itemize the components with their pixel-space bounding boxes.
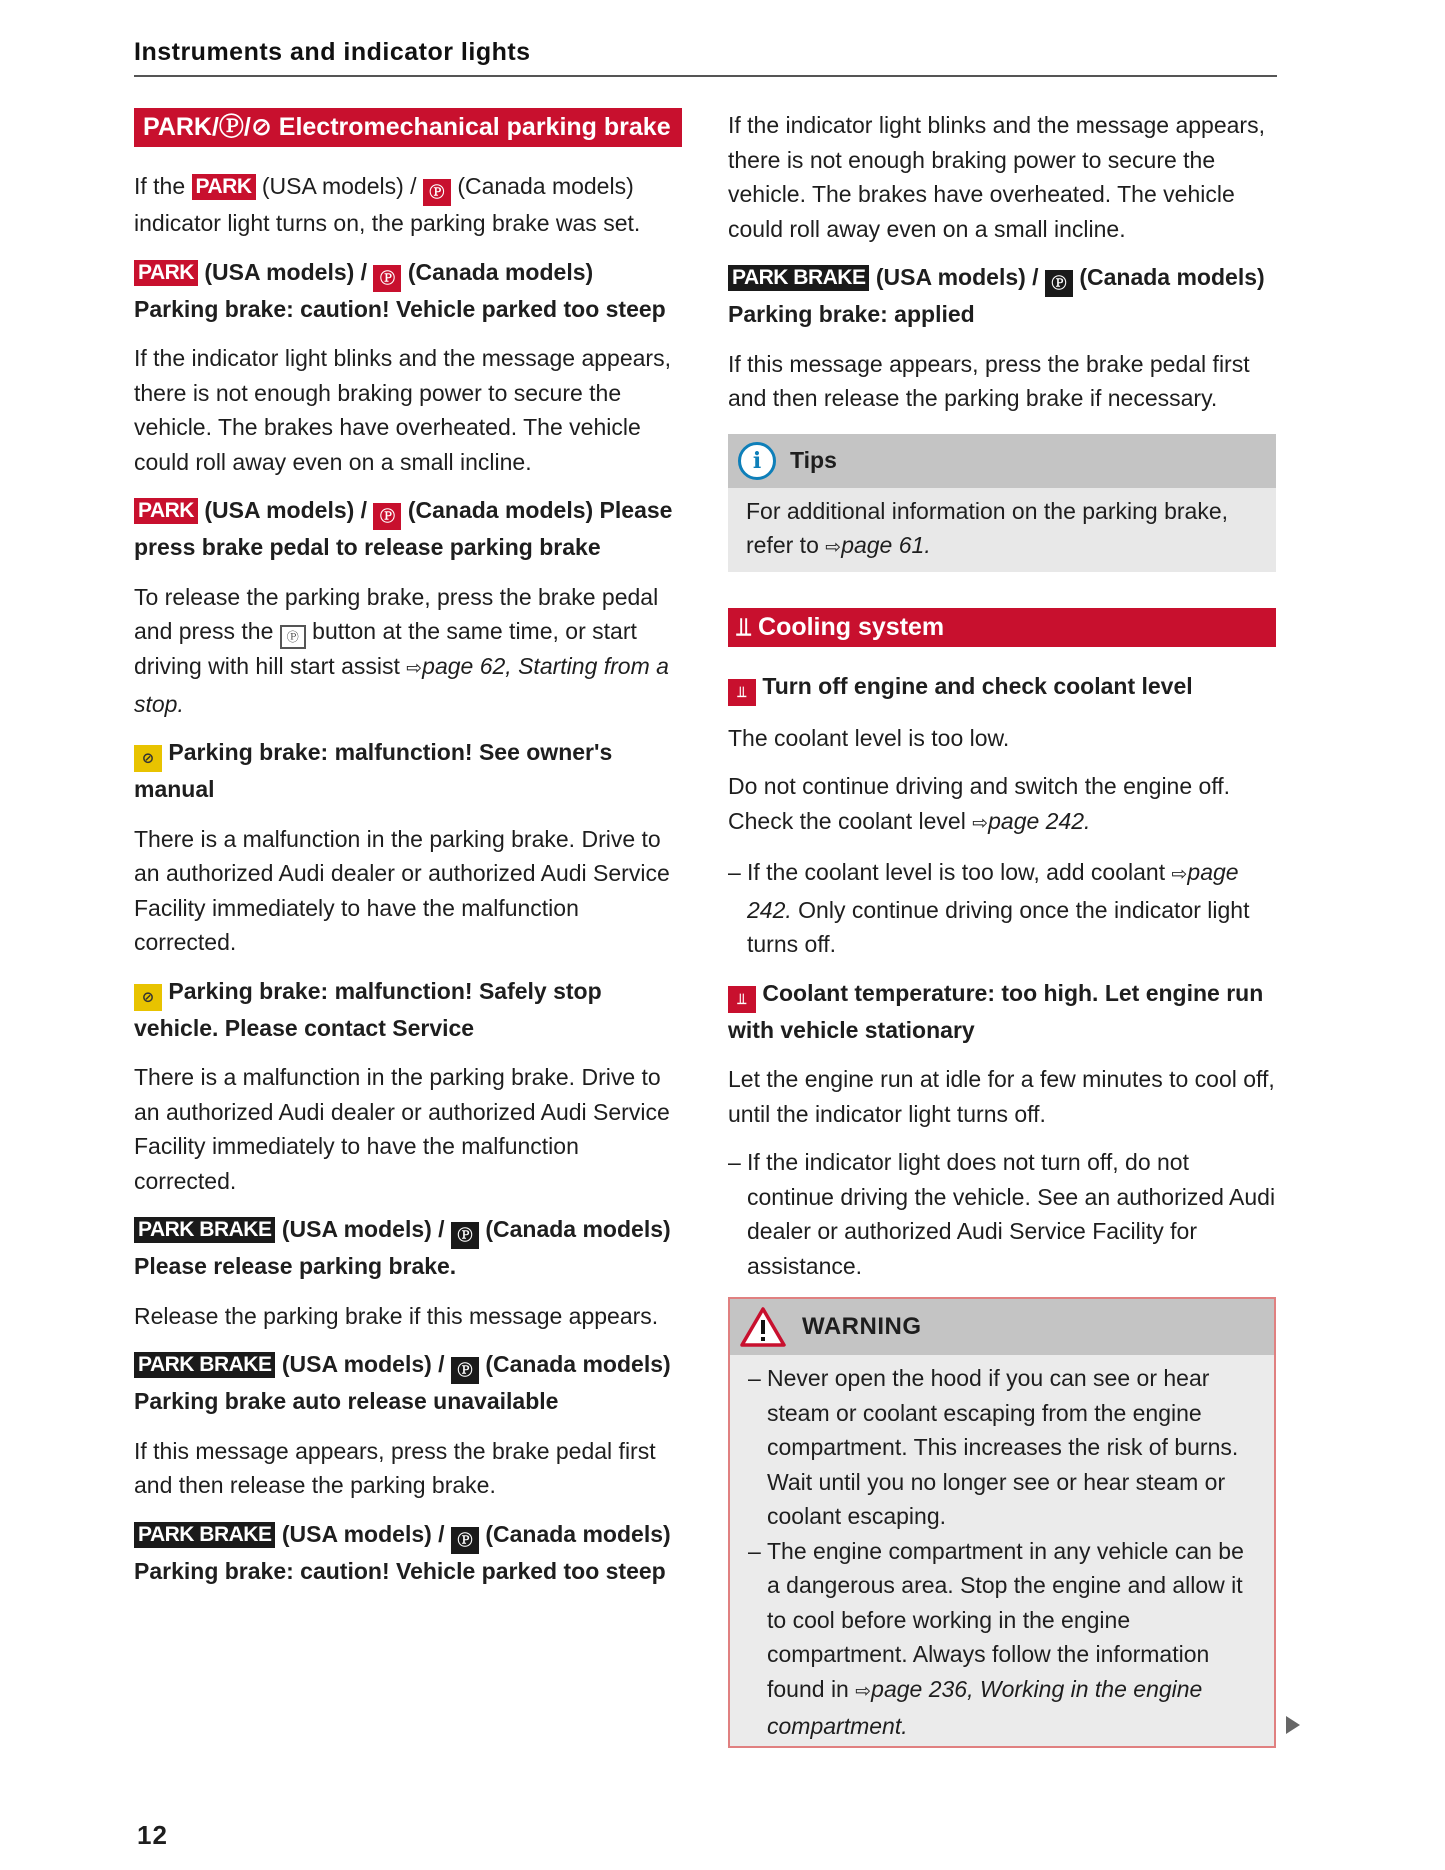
park-brake-badge: PARK BRAKE bbox=[134, 1352, 275, 1378]
paragraph-press-pedal-if-necessary: If this message appears, press the brake pedal first and then release the parking brake if necessary. bbox=[728, 350, 1250, 411]
arrow-right-icon: ⇨ bbox=[825, 537, 842, 558]
circle-p-icon: Ⓟ bbox=[423, 179, 451, 206]
arrow-right-icon: ⇨ bbox=[1171, 864, 1188, 885]
park-badge: PARK bbox=[192, 174, 256, 200]
circle-p-icon: Ⓟ bbox=[1045, 270, 1073, 297]
warning-item-engine-compartment bbox=[748, 1534, 1256, 1744]
heading-text: Parking brake: malfunction! Safely stop vehicle. Please contact Service bbox=[134, 977, 602, 1041]
paragraph-malfunction-1: There is a malfunction in the parking brake. Drive to an authorized Audi dealer or authorized Audi Service Facility immediately to have the malfunction corrected. bbox=[134, 825, 670, 955]
page-number: 12 bbox=[137, 1820, 168, 1850]
heading-check-coolant-level bbox=[728, 669, 1276, 706]
heading-vehicle-too-steep bbox=[134, 255, 682, 327]
warning-item-hood: – Never open the hood if you can see or hear steam or coolant escaping from the engine compartment. This increases the risk of burns. Wait until you no longer see or hear steam or coolant escaping. bbox=[748, 1361, 1256, 1534]
info-icon: i bbox=[738, 442, 776, 480]
arrow-right-icon: ⇨ bbox=[855, 1680, 872, 1702]
release-text-1: To release the parking brake, press the brake pedal and press the bbox=[134, 583, 659, 644]
paragraph-switch-engine-off bbox=[728, 769, 1276, 841]
tips-box bbox=[728, 434, 1276, 572]
release-text-2: button at the same time, or start driving with hill start assist bbox=[134, 618, 637, 679]
heading-press-brake-pedal bbox=[134, 493, 682, 565]
warning-body bbox=[730, 1355, 1274, 1746]
heading-caution-too-steep bbox=[134, 1517, 682, 1589]
page-236-link[interactable]: page 236, Working in the engine compartment. bbox=[767, 1675, 1203, 1739]
add-coolant-text: If the coolant level is too low, add coolant bbox=[747, 859, 1166, 885]
right-column bbox=[728, 108, 1276, 1748]
heading-text-2: (Canada models) Parking brake: caution! Vehicle parked too steep bbox=[134, 258, 666, 322]
warning-title: WARNING bbox=[802, 1313, 922, 1340]
continued-arrow-icon bbox=[1286, 1716, 1300, 1734]
park-brake-badge: PARK BRAKE bbox=[134, 1217, 275, 1243]
circle-p-icon: Ⓟ bbox=[451, 1527, 479, 1554]
heading-please-release bbox=[134, 1212, 682, 1284]
warning-box bbox=[728, 1297, 1276, 1748]
crossed-circle-icon: ⊘ bbox=[134, 745, 162, 772]
list-item-add-coolant bbox=[728, 855, 1276, 962]
paragraph-brakes-overheated-2: If the indicator light blinks and the message appears, there is not enough braking power to secure the vehicle. The brakes have overheated. The vehicle could roll away even on a small incline. bbox=[728, 112, 1265, 242]
parking-brake-button-icon: Ⓟ bbox=[280, 625, 306, 649]
heading-text: Parking brake: malfunction! See owner's manual bbox=[134, 739, 613, 802]
circle-p-icon: Ⓟ bbox=[451, 1222, 479, 1249]
tips-title: Tips bbox=[790, 447, 837, 473]
section-title-parking-brake: PARK/Ⓟ/⊘ Electromechanical parking brake bbox=[134, 108, 682, 147]
heading-text-2: (Canada models) Parking brake auto release unavailable bbox=[134, 1351, 671, 1414]
heading-text-2: (Canada models) Parking brake: caution! Vehicle parked too steep bbox=[134, 1520, 671, 1584]
heading-text-1: (USA models) / bbox=[281, 1351, 445, 1377]
intro-text-1: If the bbox=[134, 173, 186, 199]
circle-p-icon: Ⓟ bbox=[451, 1357, 479, 1384]
heading-malfunction-see-manual bbox=[134, 735, 682, 807]
section-title-cooling-system bbox=[728, 608, 1276, 647]
paragraph-coolant-too-low: The coolant level is too low. bbox=[728, 724, 1010, 751]
heading-text-2: (Canada models) Please press brake pedal to release parking brake bbox=[134, 497, 673, 560]
list-item-light-not-off: – If the indicator light does not turn off, do not continue driving the vehicle. See an authorized Audi dealer or authorized Audi Service Facility for assistance. bbox=[728, 1145, 1276, 1283]
park-badge: PARK bbox=[134, 260, 198, 286]
park-brake-badge: PARK BRAKE bbox=[134, 1522, 275, 1548]
heading-text-1: (USA models) / bbox=[204, 258, 368, 285]
paragraph-release-parking-brake bbox=[134, 580, 682, 722]
page-242-link[interactable]: page 242. bbox=[988, 807, 1091, 834]
heading-malfunction-stop-vehicle bbox=[134, 974, 682, 1046]
park-badge: PARK bbox=[134, 498, 198, 524]
heading-text-1: (USA models) / bbox=[875, 264, 1039, 290]
coolant-thermometer-icon: ⫫ bbox=[728, 986, 756, 1013]
warning-item-text: The engine compartment in any vehicle can be a dangerous area. Stop the engine and allow it to cool before working in the engine compartment. Always follow the information found in bbox=[767, 1537, 1244, 1702]
page-242-link[interactable]: page 242. bbox=[747, 859, 1239, 923]
heading-text: Turn off engine and check coolant level bbox=[762, 672, 1193, 699]
heading-auto-release-unavailable bbox=[134, 1347, 682, 1419]
tips-header bbox=[728, 434, 1276, 488]
left-column bbox=[134, 108, 682, 1603]
paragraph-brakes-overheated: If the indicator light blinks and the message appears, there is not enough braking power to secure the vehicle. The brakes have overheated. The vehicle could roll away even on a small incline. bbox=[134, 345, 671, 475]
page-62-link[interactable]: page 62, Starting from a stop. bbox=[134, 653, 669, 717]
heading-text-1: (USA models) / bbox=[281, 1520, 445, 1547]
heading-text-2: (Canada models) Parking brake: applied bbox=[728, 264, 1265, 327]
tips-text: For additional information on the parking brake, refer to bbox=[746, 497, 1229, 558]
heading-text-2: (Canada models) Please release parking brake. bbox=[134, 1216, 671, 1279]
warning-header bbox=[730, 1299, 1274, 1355]
heading-text-1: (USA models) / bbox=[204, 497, 368, 523]
intro-text-2: (USA models) / bbox=[261, 173, 417, 199]
heading-coolant-temperature-high bbox=[728, 976, 1276, 1048]
paragraph-malfunction-2: There is a malfunction in the parking brake. Drive to an authorized Audi dealer or authorized Audi Service Facility immediately to have the malfunction corrected. bbox=[134, 1064, 670, 1194]
arrow-right-icon: ⇨ bbox=[972, 812, 989, 834]
park-brake-badge: PARK BRAKE bbox=[728, 265, 869, 291]
tips-body bbox=[728, 488, 1276, 572]
intro-paragraph bbox=[134, 169, 682, 241]
crossed-circle-icon: ⊘ bbox=[134, 984, 162, 1011]
coolant-thermometer-icon: ⫫ bbox=[737, 612, 752, 641]
paragraph-idle-engine: Let the engine run at idle for a few minutes to cool off, until the indicator light turns off. bbox=[728, 1066, 1275, 1127]
circle-p-icon: Ⓟ bbox=[373, 265, 401, 292]
page-header: Instruments and indicator lights bbox=[134, 38, 1277, 77]
coolant-thermometer-icon: ⫫ bbox=[728, 679, 756, 706]
arrow-right-icon: ⇨ bbox=[406, 658, 423, 679]
warning-triangle-icon bbox=[740, 1307, 786, 1347]
switch-off-text: Do not continue driving and switch the engine off. Check the coolant level bbox=[728, 773, 1231, 834]
paragraph-release-if-message: Release the parking brake if this message appears. bbox=[134, 1302, 659, 1329]
paragraph-press-pedal-first: If this message appears, press the brake pedal first and then release the parking brake. bbox=[134, 1437, 656, 1498]
intro-text-3: (Canada models) indicator light turns on, the parking brake was set. bbox=[134, 173, 641, 236]
heading-text-1: (USA models) / bbox=[281, 1216, 445, 1242]
continue-driving-text: Only continue driving once the indicator light turns off. bbox=[747, 896, 1250, 957]
page-61-link[interactable]: page 61. bbox=[841, 532, 931, 558]
heading-text: Coolant temperature: too high. Let engine run with vehicle stationary bbox=[728, 979, 1264, 1043]
heading-parking-brake-applied bbox=[728, 260, 1276, 332]
cooling-title-text: Cooling system bbox=[758, 612, 945, 641]
circle-p-icon: Ⓟ bbox=[373, 503, 401, 530]
